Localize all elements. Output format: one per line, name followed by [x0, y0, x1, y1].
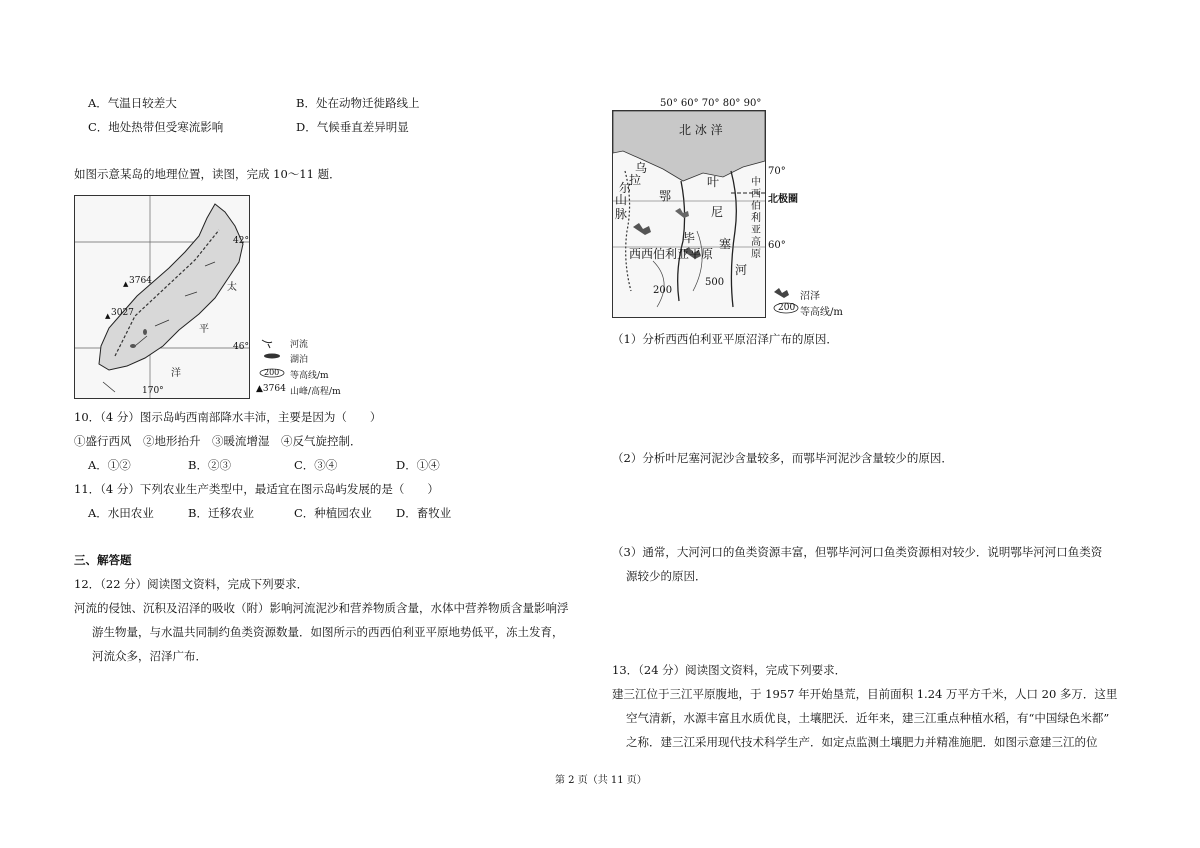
q10-option-a: A．①② — [88, 458, 131, 472]
q9-option-b: B．处在动物迁徙路线上 — [296, 96, 420, 110]
q10-factors: ①盛行西风 ②地形抬升 ③暖流增湿 ④反气旋控制． — [74, 434, 362, 448]
q12-sub-1: （1）分析西西伯利亚平原沼泽广布的原因． — [612, 332, 838, 346]
arctic-ocean-label: 北 冰 洋 — [679, 123, 723, 137]
yenisei-char-4: 河 — [735, 263, 748, 277]
page-footer: 第 2 页（共 11 页） — [555, 775, 647, 786]
legend-river: 河流 — [290, 340, 309, 350]
contour-500-label: 500 — [705, 277, 725, 288]
q9-option-c: C．地处热带但受寒流影响 — [88, 120, 224, 134]
legend-peak: 山峰/高程/m — [290, 387, 341, 397]
q11-option-a: A．水田农业 — [88, 506, 154, 520]
island-map — [74, 195, 250, 399]
intro-10-11: 如图示意某岛的地理位置，读图，完成 10～11 题． — [74, 167, 341, 181]
ural-char-2: 拉 — [629, 173, 642, 187]
q13-paragraph-line-1: 建三江位于三江平原腹地，于 1957 年开始垦荒，目前面积 1.24 万平方千米，人口 20 多万．这里 — [612, 687, 1118, 701]
peak-3764-label: 3764 — [129, 276, 152, 286]
lon-labels: 50° 60° 70° 80° 90° — [660, 98, 762, 109]
island-map-svg — [75, 196, 249, 398]
plateau-char-5: 亚 — [751, 225, 761, 236]
q13-paragraph-line-2: 空气清新，水源丰富且水质优良，土壤肥沃．近年来，建三江重点种植水稻，有“中国绿色米都” — [626, 711, 1110, 725]
legend-contour: 等高线/m — [800, 307, 843, 318]
q12-sub-2: （2）分析叶尼塞河泥沙含量较多，而鄂毕河泥沙含量较少的原因． — [612, 451, 953, 465]
arctic-circle-label: 北极圈 — [768, 194, 798, 205]
ural-char-5: 脉 — [615, 207, 628, 221]
lat-42-label: 42° — [233, 236, 249, 246]
lon-170-label: 170° — [142, 386, 164, 396]
q10-option-b: B．②③ — [188, 458, 231, 472]
peak-icon: ▲ — [123, 280, 129, 288]
siberia-map-svg — [613, 111, 765, 317]
q10-option-d: D．①④ — [396, 458, 440, 472]
legend-lake: 湖泊 — [290, 355, 309, 365]
q12-stem: 12．（22 分）阅读图文资料，完成下列要求． — [74, 577, 309, 591]
legend-contour-value: 200 — [264, 368, 280, 377]
legend-contour-value: 200 — [778, 303, 796, 313]
plateau-char-2: 西 — [751, 189, 761, 200]
q13-stem: 13．（24 分）阅读图文资料，完成下列要求． — [612, 663, 847, 677]
sea-char-3: 洋 — [171, 368, 181, 379]
q11-stem: 11．（4 分）下列农业生产类型中，最适宜在图示岛屿发展的是（ ） — [74, 482, 439, 496]
legend-contour: 等高线/m — [290, 371, 329, 381]
lat-46-label: 46° — [233, 342, 249, 352]
siberia-map — [612, 110, 766, 318]
sea-char-1: 太 — [227, 282, 237, 293]
yenisei-char-2: 尼 — [711, 205, 724, 219]
q10-option-c: C．③④ — [294, 458, 338, 472]
west-siberian-plain-label: 西西伯利亚平原 — [629, 247, 714, 261]
lat-60-label: 60° — [768, 240, 786, 251]
q12-paragraph-line-1: 河流的侵蚀、沉积及沼泽的吸收（附）影响河流泥沙和营养物质含量，水体中营养物质含量影响浮 — [74, 601, 569, 615]
ob-char-2: 毕 — [683, 231, 696, 245]
peak-icon: ▲ — [105, 312, 111, 320]
yenisei-char-3: 塞 — [719, 237, 732, 251]
q9-option-d: D．气候垂直差异明显 — [296, 120, 409, 134]
q11-option-c: C．种植园农业 — [294, 506, 372, 520]
swamp-symbol-icon — [774, 288, 789, 298]
plateau-char-4: 利 — [751, 213, 761, 224]
yenisei-char-1: 叶 — [707, 175, 720, 189]
lat-70-label: 70° — [768, 166, 786, 177]
q12-paragraph-line-2: 游生物量，与水温共同制约鱼类资源数量．如图所示的西西伯利亚平原地势低平，冻土发育， — [92, 625, 564, 639]
contour-200-label: 200 — [653, 285, 673, 296]
q9-option-a: A．气温日较差大 — [88, 96, 177, 110]
ural-char-1: 乌 — [635, 161, 648, 175]
ob-char-1: 鄂 — [659, 189, 672, 203]
q11-option-b: B．迁移农业 — [188, 506, 254, 520]
q10-stem: 10．（4 分）图示岛屿西南部降水丰沛，主要是因为（ ） — [74, 410, 382, 424]
lake-symbol-icon — [264, 354, 280, 359]
ural-char-4: 山 — [615, 193, 628, 207]
plateau-char-6: 高 — [751, 237, 761, 248]
q12-sub-3-line-2: 源较少的原因． — [626, 569, 707, 583]
legend-swamp: 沼泽 — [800, 291, 820, 302]
legend-peak-value: ▲3764 — [256, 384, 286, 394]
river-symbol-icon — [262, 340, 272, 348]
plateau-char-1: 中 — [751, 177, 761, 188]
plateau-char-3: 伯 — [751, 201, 761, 212]
section-heading: 三、解答题 — [74, 553, 132, 567]
q13-paragraph-line-3: 之称．建三江采用现代技术科学生产．如定点监测土壤肥力并精准施肥．如图示意建三江的位 — [626, 735, 1098, 749]
peak-3027-label: 3027 — [111, 308, 134, 318]
q11-option-d: D．畜牧业 — [396, 506, 452, 520]
plateau-char-7: 原 — [751, 249, 761, 260]
sea-char-2: 平 — [199, 324, 209, 335]
q12-paragraph-line-3: 河流众多，沼泽广布． — [92, 649, 207, 663]
q12-sub-3-line-1: （3）通常，大河河口的鱼类资源丰富，但鄂毕河河口鱼类资源相对较少．说明鄂毕河河口鱼类资 — [612, 545, 1103, 559]
ural-char-3: 尔 — [619, 181, 632, 195]
